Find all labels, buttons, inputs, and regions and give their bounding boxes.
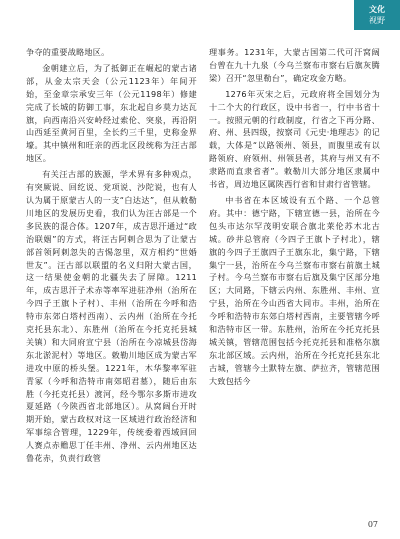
- page-number: 07: [367, 520, 378, 529]
- left-column: [26, 46, 197, 513]
- section-badge: [354, 0, 400, 30]
- section-title-line2: 视野: [369, 16, 385, 25]
- right-column: [209, 46, 380, 513]
- paragraph: 有关汪古部的族源，学术界有多种观点，有突厥说、回纥说、党项说、沙陀说，也有人认为属于原蒙古人的一支“白达达”，但从敕勒川地区的发展历史看，我们认为汪古部是一个多民族的混合体。1207年，成吉思汗通过“政治联姻”的方式，将汪古阿剌合思为了让蒙古部首领阿刺忽失的吉惕忽里，双方相约“世婚世友”。汪古部以联盟的名义归附大蒙古国，这一结果使金朝的北疆失去了屏障。1211年，成吉思汗子术赤等率军进驻净州（治所在今四子王旗卜子村）、丰州（治所在今呼和浩特市东郊白塔村西南）、云内州（治所在今托克托县东北）、东胜州（治所在今托克托县城关镇）和大同府宣宁县（治所在今凉城县岱海东北淤泥村）等地区。敕勒川地区成为蒙古军进攻中原的桥头堡。1221年，木华黎率军驻青冢（今呼和浩特市南郊昭君墓），随后由东胜（今托克托县）渡河，经今鄂尔多斯市进攻夏延路（今陕西省北部地区）。从窝阔台开时期开始，蒙古政权对这一区域进行政治经济和军事综合管理，1229年，传统委着西域回回人赛点赤赡思丁任丰州、净州、云内州地区达鲁花赤，负责行政管: [26, 169, 197, 464]
- section-title-line1: 文化: [369, 5, 385, 14]
- article-body: [26, 46, 380, 513]
- paragraph: 1276年灭宋之后，元政府将全国划分为十二个大的行政区，设中书省一，行中书省十一。按照元朝的行政制度，行省之下再分路、府、州、县四级，按察司《元史·地理志》的记载，大体是“以路领州、领县，而腹里或有以路领府、府领州、州领县者，其府与州又有不隶路而直隶省者”。敕勒川大部分地区隶属中书省，周边地区属陕西行省和甘肃行省管辖。: [209, 88, 380, 190]
- paragraph: 金朝建立后，为了抵御正在崛起的蒙古诸部，从金太宗天会（公元1123年）年间开始，至金章宗承安三年（公元1198年）修建完成了长城的防御工事，东北起自乡莫力达瓦旗，向西南沿兴安岭经过索伦、突泉，再沿阴山西延至黄河百里，全长约三千里，史称金界壕。其中镇州和旺亲的西北区段统称为汪古部地区。: [26, 62, 197, 164]
- paragraph: 理事务。1231年，大蒙古国第二代可汗窝阔台曾在九十九泉（今乌兰察布市察右后旗灰腾梁）召开“忽里勒台”，确定攻金方略。: [209, 47, 380, 83]
- paragraph: 争夺的重要战略地区。: [26, 47, 110, 57]
- paragraph: 中书省在本区域设有五个路、一个总管府。其中：德宁路，下辖宣德一县，治所在今包头市达尔罕茂明安联合旗北莱伦苏木北古城。砂井总管府（今四子王旗卜子村北），辖旗的今四子王旗四子王旗东北，集宁路，下辖集宁一县，治所在今乌兰察布市察右前旗土城子村。今乌兰察布市察右后旗及集宁区部分地区；大同路，下辖云内州、东胜州、丰州、宣宁县，治所在今山西省大同市。丰州，治所在今呼和浩特市东郊白塔村西南，主要管辖今呼和浩特市区一带。东胜州，治所在今托克托县城关镇，管辖范围包括今托克托县和准格尔旗东北部区域。云内州，治所在今托克托县东北古城，管辖今土默特左旗、萨拉齐，管辖范围大致包括今: [209, 194, 380, 386]
